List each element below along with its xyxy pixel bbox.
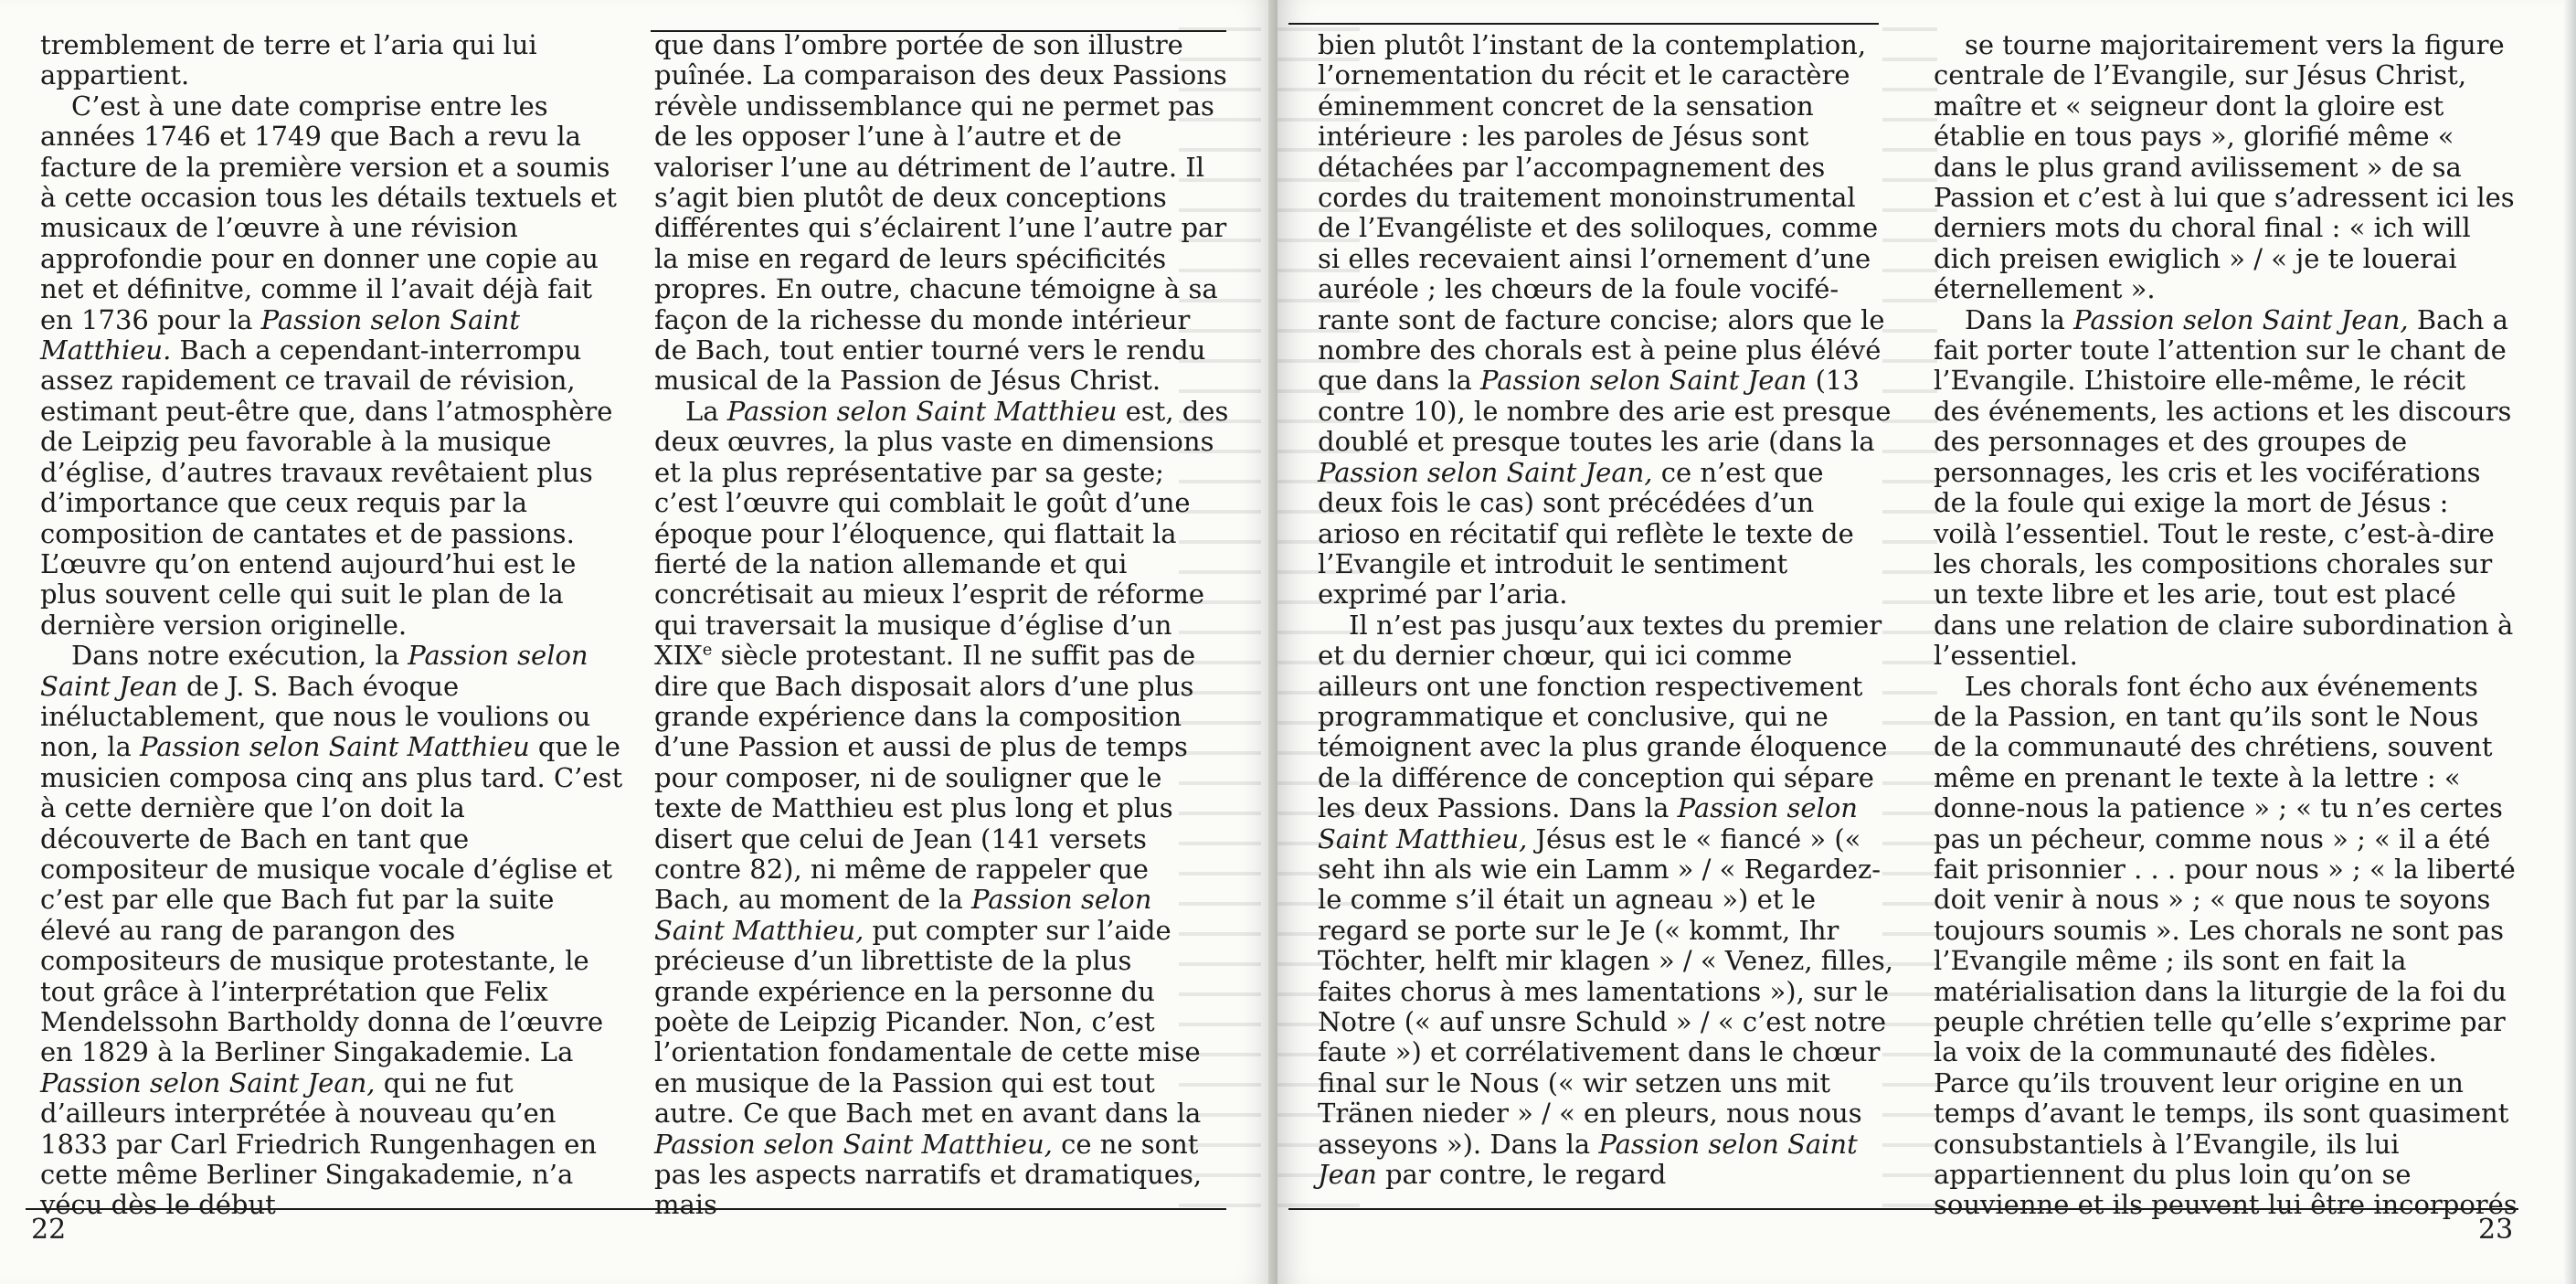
italic-title: Passion selon Saint Matthieu — [140, 731, 530, 763]
italic-title: Passion selon Saint Jean, — [40, 1066, 376, 1098]
paragraph — [40, 30, 623, 91]
text-run: par contre, le regard — [1376, 1159, 1667, 1191]
page-number: 23 — [2478, 1214, 2514, 1246]
text-column-2 — [654, 29, 1230, 1221]
text-run: que le musicien composa cinq ans plus tard. C’est à cette dernière que l’on doit la découverte de Bach en tant que compositeur de musique vocale d’église et c’est par elle que Bach fut par la suite élevé au rang de parangon des compositeurs de musique protestante, le tout grâce à l’interprétation que Felix Mendelssohn Bartholdy donna de l’œuvre en 1829 à la Berliner Singakademie. La — [40, 731, 623, 1068]
text-run: Bach a fait porter toute l’attention sur le chant de l’Evangile. L’histoire elle-même, le récit des événements, les actions et les discours des personnages et des groupes de personnages, les cris et les vociférations de la foule qui exige la mort de Jésus : voilà l’essentiel. Tout le reste, c’est-à-dire les chorals, les compositions chorales sur un texte libre et les arie, tout est placé dans une relation de claire subordination à l’essentiel. — [1934, 303, 2514, 672]
text-run: tremblement de terre et l’aria qui lui appartient. — [40, 29, 537, 91]
italic-title: Passion selon Saint Jean — [1480, 365, 1807, 397]
paragraph — [1934, 30, 2518, 305]
italic-title: Passion selon Saint Matthieu, — [654, 1128, 1053, 1160]
text-run: Jésus est le « fiancé » (« seht ihn als wie ein Lamm » / « Regardez-le comme s’il était un agneau ») et le regard se porte sur le Je (« kommt, Ihr Töchter, helft mir klagen » / « Venez, filles, faites chorus à mes lamentations »), sur le Notre (« auf unsre Schuld » / « c’est notre faute ») et corrélativement dans le chœur final sur le Nous (« wir setzen uns mit Tränen nieder » / « en pleurs, nous nous asseyons »). Dans la — [1318, 822, 1893, 1160]
text-run: Les chorals font écho aux événements de la Passion, en tant qu’ils sont le Nous de la communauté des chrétiens, souvent même en prenant le texte à la lettre : « donne-nous la patience » ; « tu n’es certes pas un pécheur, comme nous » ; « il a été fait prisonnier . . . pour nous » ; « la liberté doit venir à nous » ; « que nous te soyons toujours soumis ». Les chorals ne sont pas l’Evangile même ; ils sont en fait la matérialisation dans la liturgie de la foi du peuple chrétien telle qu’elle s’exprime par la voix de la communauté des fidèles. Parce qu’ils trouvent leur origine en un temps d’avant le temps, ils sont quasiment consubstantiels à l’Evangile, ils lui appartiennent du plus loin qu’on se souvienne et ils peuvent lui être incorporés — [1934, 670, 2518, 1221]
italic-title: Passion selon Saint Matthieu. — [40, 303, 520, 366]
text-run: qui ne fut d’ailleurs interprétée à nouveau qu’en 1833 par Carl Friedrich Rungenhagen en cette même Berliner Singakademie, n’a vécu dès le début — [40, 1066, 598, 1221]
paragraph — [1934, 672, 2518, 1221]
text-run: Il n’est pas jusqu’aux textes du premier et du dernier chœur, qui ici comme ailleurs ont une fonction respectivement programmatique et conclusive, qui ne témoignent avec la plus grande éloquence de la différence de conception qui sépare les deux Passions. Dans la — [1318, 609, 1888, 824]
text-run: est, des deux œuvres, la plus vaste en dimensions et la plus représentative par sa geste; c’est l’œuvre qui comblait le goût d’une époque pour l’éloquence, qui flattait la fierté de la nation allemande et qui concrétisait au mieux l’esprit de réforme qui traversait la musique d’église d’un XIX — [654, 395, 1229, 672]
text-run: ce n’est que deux fois le cas) sont précédées d’un arioso en récitatif qui reflète le texte de l’Evangile et introduit le sentiment exprimé par l’aria. — [1318, 456, 1854, 610]
text-run: se tourne majoritairement vers la figure centrale de l’Evangile, sur Jésus Christ, maître et « seigneur dont la gloire est établie en tous pays », glorifié même « dans le plus grand avilissement » de sa Passion et c’est à lui que s’adressent ici les derniers mots du choral final : « ich will dich preisen ewiglich » / « je te louerai éternellement ». — [1934, 29, 2515, 305]
paragraph — [1318, 610, 1893, 1191]
text-run: siècle protestant. Il ne suffit pas de dire que Bach disposait alors d’une plus grande expérience dans la composition d’une Passion et aussi de plus de temps pour composer, ni de souligner que le texte de Matthieu est plus long et plus disert que celui de Jean (141 versets contre 82), ni même de rappeler que Bach, au moment de la — [654, 640, 1196, 916]
right-page — [1277, 0, 2576, 1284]
text-run: Dans la — [1965, 303, 2074, 335]
left-page — [0, 0, 1274, 1284]
italic-title: Passion selon Saint Jean — [1318, 1128, 1858, 1191]
text-column-1 — [40, 29, 623, 1221]
page-number: 22 — [31, 1214, 67, 1246]
paragraph — [1934, 305, 2518, 672]
text-run: La — [685, 395, 727, 427]
page-edge — [2563, 0, 2576, 1284]
italic-title: Passion selon Saint Matthieu, — [1318, 792, 1858, 854]
top-rule — [1288, 23, 1879, 25]
superscript: e — [702, 640, 713, 660]
italic-title: Passion selon Saint Matthieu, — [654, 884, 1152, 946]
text-run: ce ne sont pas les aspects narratifs et dramatiques, mais — [654, 1128, 1203, 1221]
text-run: Bach a cependant-interrompu assez rapidement ce travail de révision, estimant peut-être que, dans l’atmosphère de Leipzig peu favorable à la musique d’église, d’autres travaux revêtaient plus d’importance que ceux requis par la composition de cantates et de passions. L’œuvre qu’on entend aujourd’hui est le plus souvent celle qui suit le plan de la dernière version originelle. — [40, 334, 613, 641]
text-run: (13 contre 10), le nombre des arie est presque doublé et presque toutes les arie (dans la — [1318, 365, 1892, 458]
text-run: put compter sur l’aide précieuse d’un librettiste de la plus grande expérience en la personne du poète de Leipzig Picander. Non, c’est l’orientation fondamentale de cette mise en musique de la Passion qui est tout autre. Ce que Bach met en avant dans la — [654, 914, 1202, 1130]
paragraph — [654, 30, 1230, 397]
text-run: de J. S. Bach évoque inéluctablement, que nous le voulions ou non, la — [40, 670, 591, 763]
text-column-3 — [1318, 30, 1893, 1191]
text-run: que dans l’ombre portée de son illustre puînée. La comparaison des deux Passions révèle undissemblance qui ne permet pas de les opposer l’une à l’autre et de valoriser l’une au détriment de l’autre. Il s’agit bien plutôt de deux conceptions différentes qui s’éclairent l’une l’autre par la mise en regard de leurs spécificités propres. En outre, chacune témoigne à sa façon de la richesse du monde intérieur de Bach, tout entier tourné vers le rendu musical de la Passion de Jésus Christ. — [654, 29, 1227, 397]
text-run: Dans notre exécution, la — [71, 640, 408, 672]
text-run: bien plutôt l’instant de la contemplation, l’ornementation du récit et le caractère éminemment concret de la sensation intérieure : les paroles de Jésus sont détachées par l’accompagnement des cordes du traitement monoinstrumental de l’Evangéliste et des soliloques, comme si elles recevaient ainsi l’ornement d’une auréole ; les chœurs de la foule vociférante sont de facture concise; alors que le nombre des chorals est à peine plus élévé que dans la — [1318, 29, 1885, 397]
text-column-4 — [1934, 29, 2518, 1221]
paragraph — [1318, 30, 1893, 610]
italic-title: Passion selon Saint Jean, — [1318, 456, 1653, 488]
italic-title: Passion selon Saint Jean — [40, 640, 588, 702]
italic-title: Passion selon Saint Matthieu — [726, 395, 1118, 427]
italic-title: Passion selon Saint Jean, — [2073, 303, 2409, 335]
paragraph — [40, 641, 623, 1221]
text-run: C’est à une date comprise entre les années 1746 et 1749 que Bach a revu la facture de la première version et a soumis à cette occasion tous les détails textuels et musicaux de l’œuvre à une révision approfondie pour en donner une copie au net et définitve, comme il l’avait déjà fait en 1736 pour la — [40, 90, 617, 335]
paragraph — [654, 397, 1230, 1221]
paragraph — [40, 91, 623, 641]
